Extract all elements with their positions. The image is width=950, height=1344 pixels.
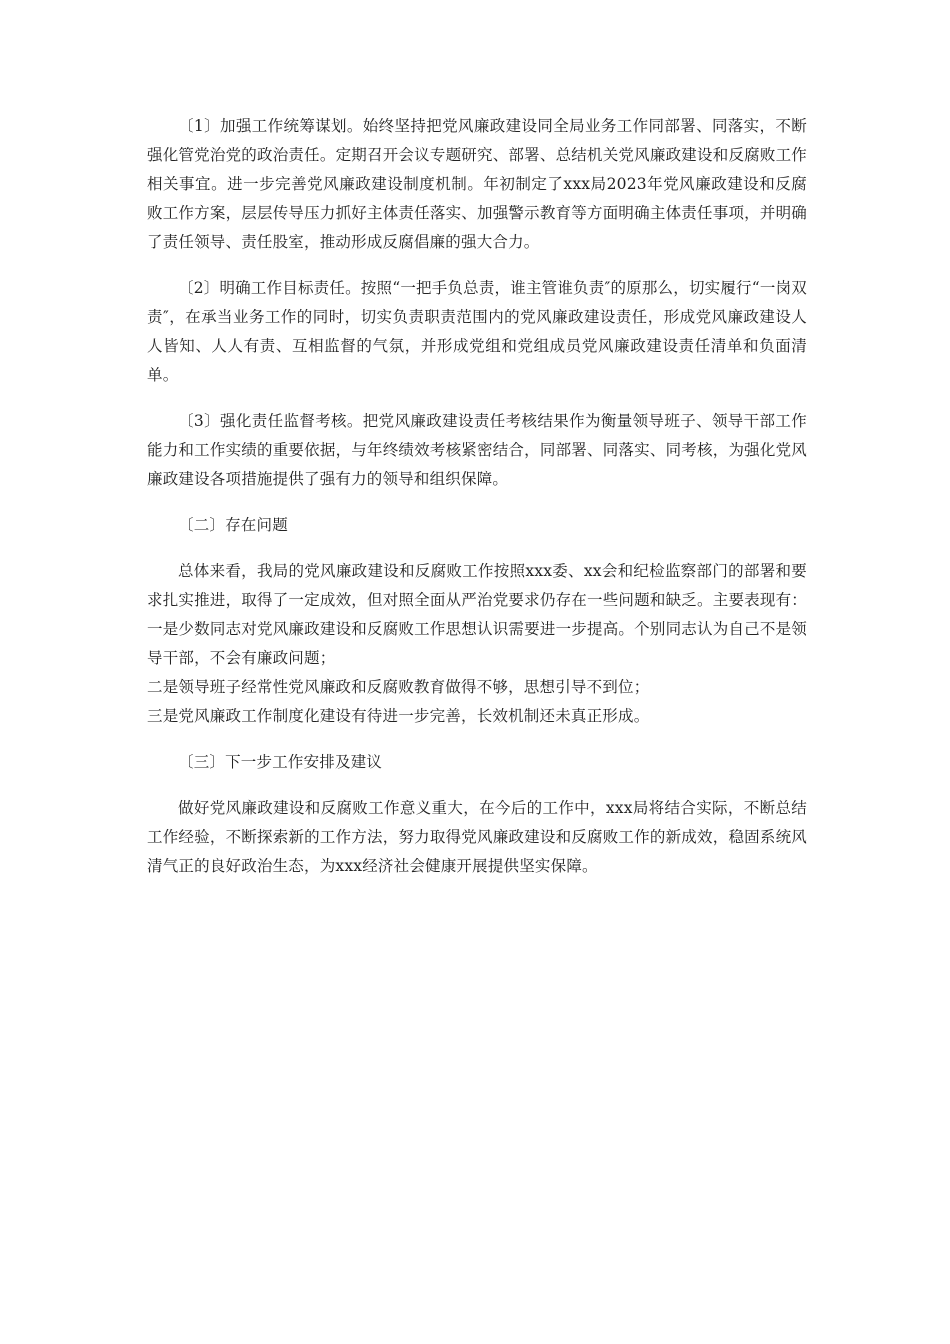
paragraph-supervision: 〔3〕强化责任监督考核。把党风廉政建设责任考核结果作为衡量领导班子、领导干部工作能力和工作实绩的重要依据，与年终绩效考核紧密结合，同部署、同落实、同考核，为强化党风廉政建设各项措施提供了强有力的领导和组织保障。 — [147, 412, 807, 488]
spacer — [147, 731, 807, 748]
section-heading-next-steps: 〔三〕下一步工作安排及建议 — [178, 753, 383, 771]
paragraph-next-steps: 做好党风廉政建设和反腐败工作意义重大，在今后的工作中，xxx局将结合实际，不断总结工作经验，不断探索新的工作方法，努力取得党风廉政建设和反腐败工作的新成效，稳固系统风清气正的良好政治生态，为xxx经济社会健康开展提供坚实保障。 — [147, 799, 807, 875]
problem-line-2: 二是领导班子经常性党风廉政和反腐败教育做得不够，思想引导不到位； — [147, 678, 650, 696]
paragraph-planning: 〔1〕加强工作统筹谋划。始终坚持把党风廉政建设同全局业务工作同部署、同落实，不断强化管党治党的政治责任。定期召开会议专题研究、部署、总结机关党风廉政建设和反腐败工作相关事宜。进一步完善党风廉政建设制度机制。年初制定了xxx局2023年党风廉政建设和反腐败工作方案，层层传导压力抓好主体责任落实、加强警示教育等方面明确主体责任事项，并明确了责任领导、责任股室，推动形成反腐倡廉的强大合力。 — [147, 117, 807, 251]
paragraph-problems-summary: 总体来看，我局的党风廉政建设和反腐败工作按照xxx委、xx会和纪检监察部门的部署和要求扎实推进，取得了一定成效，但对照全面从严治党要求仍存在一些问题和缺乏。主要表现有：一是少数同志对党风廉政建设和反腐败工作思想认识需要进一步提高。个别同志认为自己不是领导干部，不会有廉政问题； — [147, 562, 807, 667]
paragraph-responsibility: 〔2〕明确工作目标责任。按照“一把手负总责，谁主管谁负责″的原那么，切实履行“一岗双责″，在承当业务工作的同时，切实负责职责范围内的党风廉政建设责任，形成党风廉政建设人人皆知、人人有责、互相监督的气氛，并形成党组和党组成员党风廉政建设责任清单和负面清单。 — [147, 279, 807, 384]
document-body — [147, 112, 807, 898]
section-heading-problems: 〔二〕存在问题 — [178, 516, 288, 534]
problem-line-3: 三是党风廉政工作制度化建设有待进一步完善，长效机制还未真正形成。 — [147, 707, 650, 725]
